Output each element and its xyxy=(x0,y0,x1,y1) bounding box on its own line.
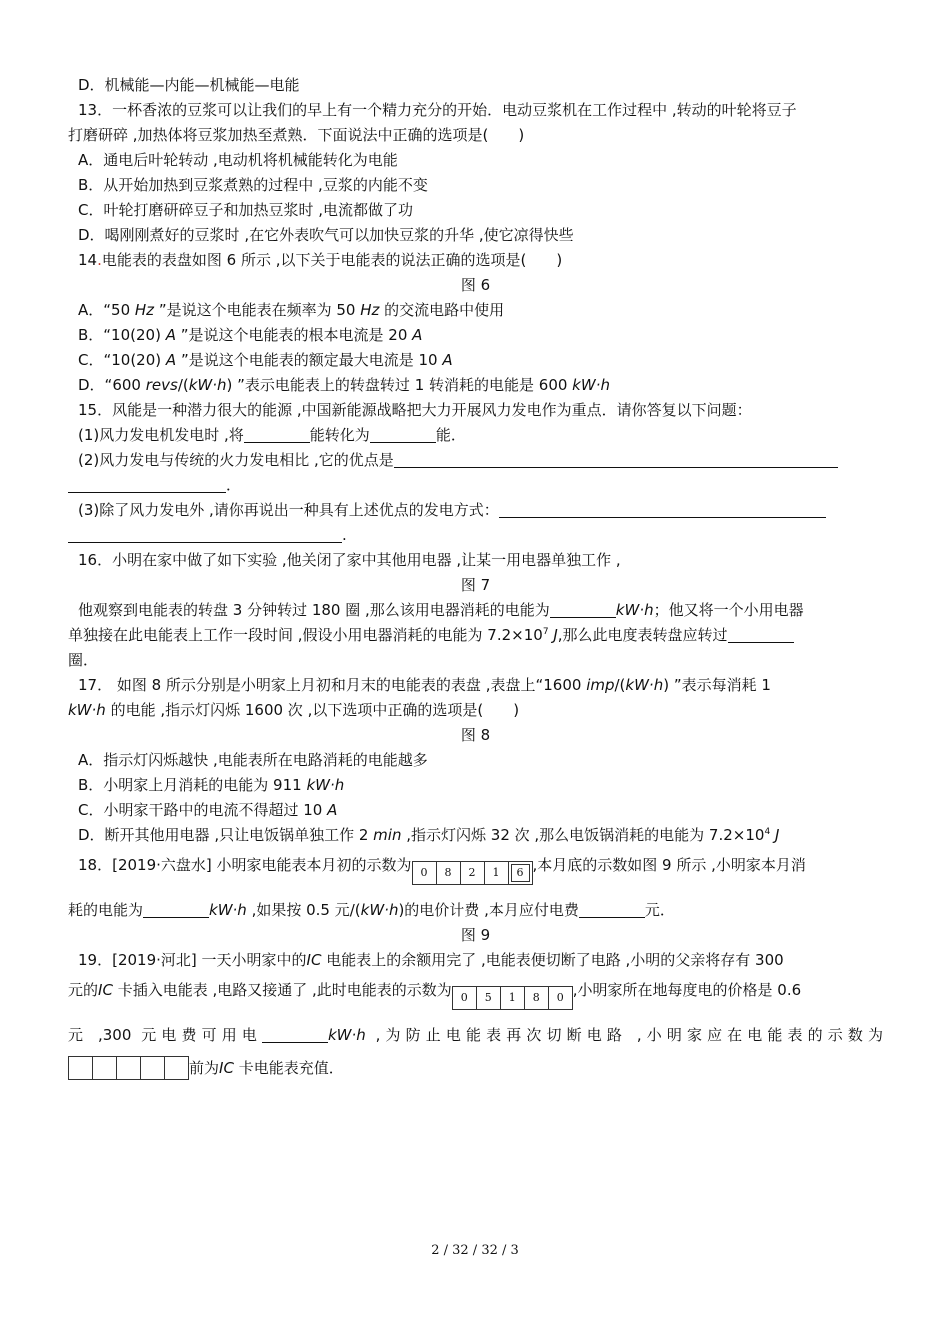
q18-line1: 18．[2019·六盘水] 小明家电能表本月初的示数为 0 8 2 1 6 ,本月底的示数如图 9 所示 ,小明家本月消 xyxy=(68,853,893,885)
answer-blank xyxy=(499,501,826,518)
q17-option-c: C．小明家干路中的电流不得超过 10 A xyxy=(78,801,338,819)
meter-digit: 8 xyxy=(437,862,461,884)
q19-line4: 前为IC 卡电能表充值． xyxy=(68,1056,883,1081)
q15-part2-cont: ． xyxy=(68,473,883,498)
figure-8-caption: 图 8 xyxy=(460,726,491,744)
q12-option-d: D．机械能—内能—机械能—电能 xyxy=(78,76,300,94)
q16-line4: 圈． xyxy=(68,651,99,669)
q15-part2: (2)风力发电与传统的火力发电相比 ,它的优点是 xyxy=(68,448,893,473)
answer-blank xyxy=(550,601,616,618)
q17-option-d: D．断开其他用电器 ,只让电饭锅单独工作 2 min ,指示灯闪烁 32 次 ,那么电饭锅消耗的电能为 $7.2\times 10^4$ J xyxy=(78,826,780,844)
q16-line3: 单独接在此电能表上工作一段时间 ,假设小用电器消耗的电能为 $7.2\times 10^7$ J,那么此电度表转盘应转过 xyxy=(68,623,883,648)
q13-stem-line2: 打磨研碎 ,加热体将豆浆加热至煮熟．下面说法中正确的选项是( ) xyxy=(68,126,525,144)
q13-option-b: B．从开始加热到豆浆煮熟的过程中 ,豆浆的内能不变 xyxy=(78,176,428,194)
q19-line1: 19．[2019·河北] 一天小明家中的IC 电能表上的余额用完了 ,电能表便切断了电路 ,小明的父亲将存有 300 xyxy=(78,951,784,969)
meter-digit: 1 xyxy=(501,987,525,1009)
answer-blank xyxy=(68,476,226,493)
q15-part3: (3)除了风力发电外 ,请你再说出一种具有上述优点的发电方式： xyxy=(68,498,893,523)
answer-blank xyxy=(579,901,645,918)
figure-9-caption: 图 9 xyxy=(460,926,491,944)
q13-option-d: D．喝刚刚煮好的豆浆时 ,在它外表吹气可以加快豆浆的升华 ,使它凉得快些 xyxy=(78,226,574,244)
meter-digit: 8 xyxy=(525,987,549,1009)
meter-digit: 0 xyxy=(556,991,564,1004)
q14-option-a: A．“50 Hz ”是说这个电能表在频率为 50 Hz 的交流电路中使用 xyxy=(78,301,505,319)
answer-blank xyxy=(143,901,209,918)
answer-blank xyxy=(394,451,838,468)
meter-digit: 2 xyxy=(461,862,485,884)
q13-option-a: A．通电后叶轮转动 ,电动机将机械能转化为电能 xyxy=(78,151,398,169)
meter-digit-empty xyxy=(69,1057,93,1079)
q14-option-d: D．“600 revs/(kW·h) ”表示电能表上的转盘转过 1 转消耗的电能是 600 kW·h xyxy=(78,376,610,394)
q18-line2: 耗的电能为 kW·h ,如果按 0.5 元/(kW·h)的电价计费 ,本月应付电费 元． xyxy=(68,901,675,919)
answer-blank xyxy=(370,426,436,443)
meter-digit: 0 xyxy=(453,987,477,1009)
meter-digit: 5 xyxy=(477,987,501,1009)
meter-digit-empty xyxy=(165,1057,188,1079)
q19-line2: 元的IC 卡插入电能表 ,电路又接通了 ,此时电能表的示数为 0 5 1 8 0 ,小明家所在地每度电的价格是 0.6 xyxy=(68,978,883,1010)
q17-stem-line2: kW·h 的电能 ,指示灯闪烁 1600 次 ,以下选项中正确的选项是( ) xyxy=(68,701,520,719)
q14-option-b: B．“10(20) A ”是说这个电能表的根本电流是 20 A xyxy=(78,326,423,344)
meter-digit: 1 xyxy=(485,862,509,884)
figure-6-caption: 图 6 xyxy=(460,276,491,294)
q15-part3-cont: . xyxy=(68,523,883,548)
q14-option-c: C．“10(20) A ”是说这个电能表的额定最大电流是 10 A xyxy=(78,351,453,369)
q19-line3: 元 ,300 元电费可用电 kW·h ,为防止电能表再次切断电路 ,小明家应在电能表的示数为 xyxy=(68,1026,883,1044)
q16-line2: 他观察到电能表的转盘 3 分钟转过 180 圈 ,那么该用电器消耗的电能为 kW·h；他又将一个小用电器 xyxy=(78,601,804,619)
meter-reading-18 xyxy=(412,861,533,885)
answer-blank xyxy=(244,426,310,443)
answer-blank xyxy=(68,526,342,543)
answer-blank xyxy=(728,626,794,643)
answer-blank xyxy=(262,1026,328,1043)
meter-digit: 0 xyxy=(413,862,437,884)
q13-stem-line1: 13．一杯香浓的豆浆可以让我们的早上有一个精力充分的开始．电动豆浆机在工作过程中 ,转动的叶轮将豆子 xyxy=(78,101,797,119)
q14-stem: 14.电能表的表盘如图 6 所示 ,以下关于电能表的说法正确的选项是( ) xyxy=(78,251,563,269)
q13-option-c: C．叶轮打磨研碎豆子和加热豆浆时 ,电流都做了功 xyxy=(78,201,414,219)
meter-digit-empty xyxy=(117,1057,141,1079)
meter-digit-empty xyxy=(141,1057,165,1079)
q17-option-b: B．小明家上月消耗的电能为 911 kW·h xyxy=(78,776,345,794)
meter-digit-decimal: 6 xyxy=(509,862,532,884)
meter-reading-blank xyxy=(68,1056,189,1080)
figure-7-caption: 图 7 xyxy=(460,576,491,594)
meter-reading-19 xyxy=(452,986,573,1010)
q15-part1: (1)风力发电机发电时 ,将 能转化为 能． xyxy=(78,426,466,444)
q17-option-a: A．指示灯闪烁越快 ,电能表所在电路消耗的电能越多 xyxy=(78,751,428,769)
q16-stem: 16．小明在家中做了如下实验 ,他关闭了家中其他用电器 ,让某一用电器单独工作 , xyxy=(78,551,621,569)
q17-stem-line1: 17． 如图 8 所示分别是小明家上月初和月末的电能表的表盘 ,表盘上“1600 imp/(kW·h) ”表示每消耗 1 xyxy=(78,676,771,694)
q15-stem: 15．风能是一种潜力很大的能源 ,中国新能源战略把大力开展风力发电作为重点．请你答复以下问题： xyxy=(78,401,752,419)
page-footer: 2 / 32 / 32 / 3 xyxy=(431,1243,519,1258)
meter-digit-empty xyxy=(93,1057,117,1079)
